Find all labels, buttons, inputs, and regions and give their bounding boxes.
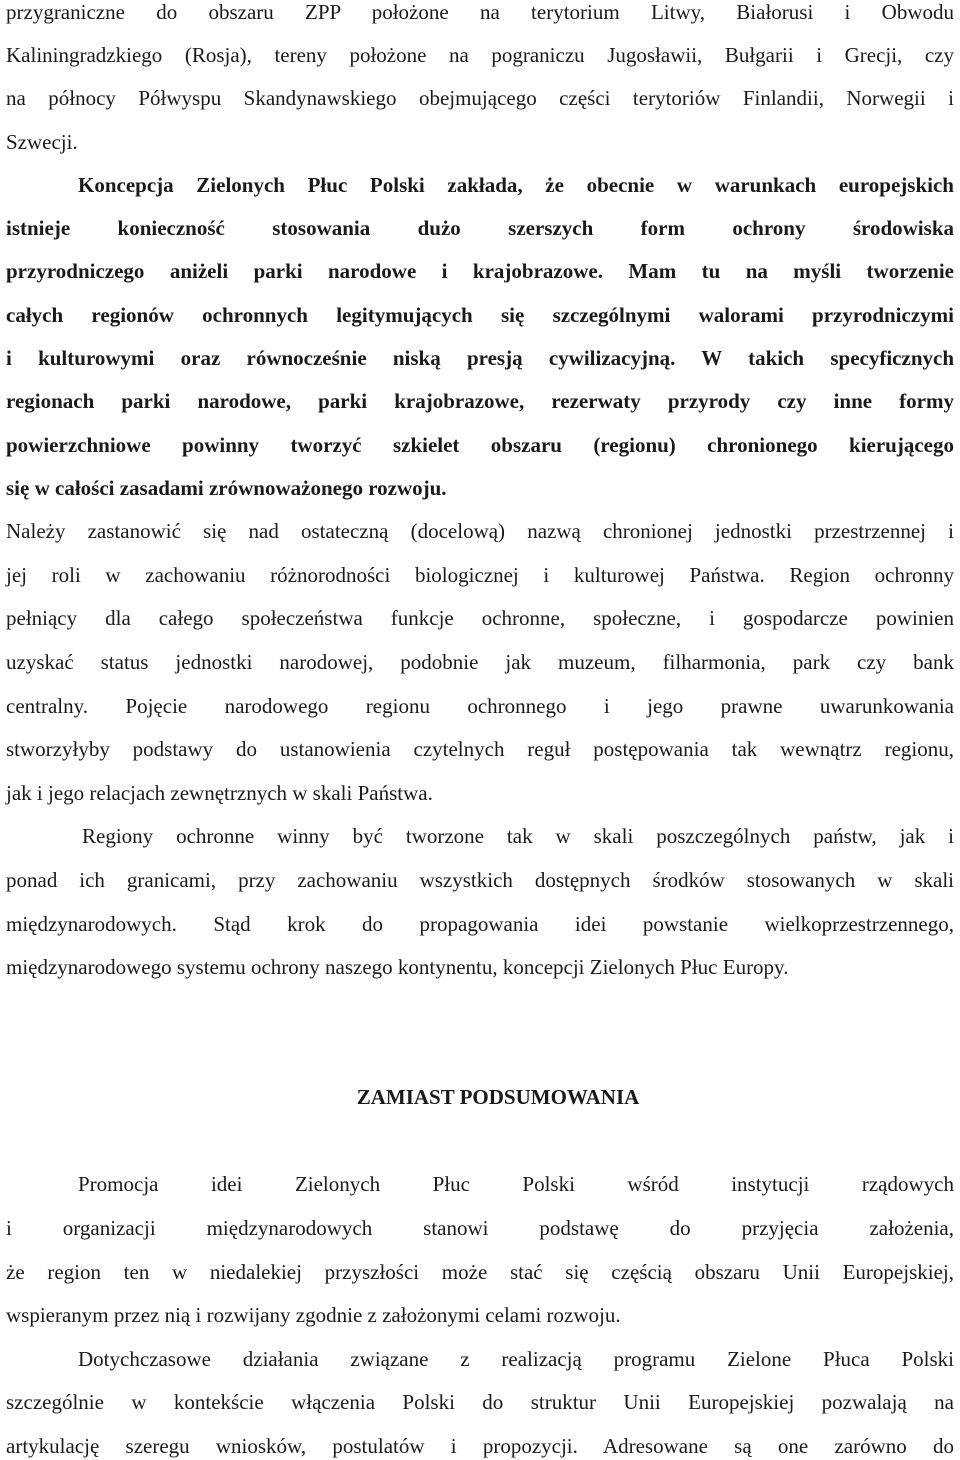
text-line: Koncepcja Zielonych Płuc Polski zakłada, że obecnie w warunkach europejskich	[78, 173, 954, 197]
text-line: pełniący dla całego społeczeństwa funkcje ochronne, społeczne, i gospodarcze powinien	[6, 606, 954, 630]
text-line: na północy Półwyspu Skandynawskiego obejmującego części terytoriów Finlandii, Norwegii i	[6, 86, 954, 110]
text-line: artykulację szeregu wniosków, postulatów i propozycji. Adresowane są one zarówno do	[6, 1434, 954, 1458]
text-line: się w całości zasadami zrównoważonego rozwoju.	[6, 476, 447, 500]
text-line: szczególnie w kontekście włączenia Polski do struktur Unii Europejskiej pozwalają na	[6, 1390, 954, 1414]
text-line: regionach parki narodowe, parki krajobrazowe, rezerwaty przyrody czy inne formy	[6, 389, 954, 413]
text-line: centralny. Pojęcie narodowego regionu ochronnego i jego prawne uwarunkowania	[6, 694, 954, 718]
text-line: i organizacji międzynarodowych stanowi podstawę do przyjęcia założenia,	[6, 1216, 954, 1240]
section-heading: ZAMIAST PODSUMOWANIA	[356, 1085, 640, 1109]
text-line: powierzchniowe powinny tworzyć szkielet obszaru (regionu) chronionego kierującego	[6, 433, 954, 457]
text-line: jak i jego relacjach zewnętrznych w skali Państwa.	[6, 781, 433, 805]
text-line: Należy zastanowić się nad ostateczną (docelową) nazwą chronionej jednostki przestrzennej i	[6, 519, 954, 543]
text-line: Kaliningradzkiego (Rosja), tereny położone na pograniczu Jugosławii, Bułgarii i Grecji, czy	[6, 43, 954, 67]
text-line: całych regionów ochronnych legitymujących się szczególnymi walorami przyrodniczymi	[6, 303, 954, 327]
text-line: przyrodniczego aniżeli parki narodowe i krajobrazowe. Mam tu na myśli tworzenie	[6, 259, 954, 283]
text-line: jej roli w zachowaniu różnorodności biologicznej i kulturowej Państwa. Region ochronny	[6, 563, 954, 587]
text-line: ponad ich granicami, przy zachowaniu wszystkich dostępnych środków stosowanych w skali	[6, 868, 954, 892]
text-line: Promocja idei Zielonych Płuc Polski wśród instytucji rządowych	[78, 1172, 954, 1196]
text-line: Regiony ochronne winny być tworzone tak w skali poszczególnych państw, jak i	[82, 824, 954, 848]
text-line: i kulturowymi oraz równocześnie niską presją cywilizacyjną. W takich specyficznych	[6, 346, 954, 370]
text-line: istnieje konieczność stosowania dużo szerszych form ochrony środowiska	[6, 216, 954, 240]
text-line: międzynarodowego systemu ochrony naszego kontynentu, koncepcji Zielonych Płuc Europy.	[6, 955, 789, 979]
text-line: międzynarodowych. Stąd krok do propagowania idei powstanie wielkoprzestrzennego,	[6, 912, 954, 936]
text-line: przygraniczne do obszaru ZPP położone na terytorium Litwy, Białorusi i Obwodu	[6, 0, 954, 24]
text-line: wspieranym przez nią i rozwijany zgodnie z założonymi celami rozwoju.	[6, 1303, 621, 1327]
text-line: Dotychczasowe działania związane z realizacją programu Zielone Płuca Polski	[78, 1347, 954, 1371]
text-line: że region ten w niedalekiej przyszłości może stać się częścią obszaru Unii Europejskiej,	[6, 1260, 954, 1284]
text-line: uzyskać status jednostki narodowej, podobnie jak muzeum, filharmonia, park czy bank	[6, 650, 954, 674]
text-line: Szwecji.	[6, 130, 78, 154]
text-line: stworzyłyby podstawy do ustanowienia czytelnych reguł postępowania tak wewnątrz regionu,	[6, 737, 954, 761]
